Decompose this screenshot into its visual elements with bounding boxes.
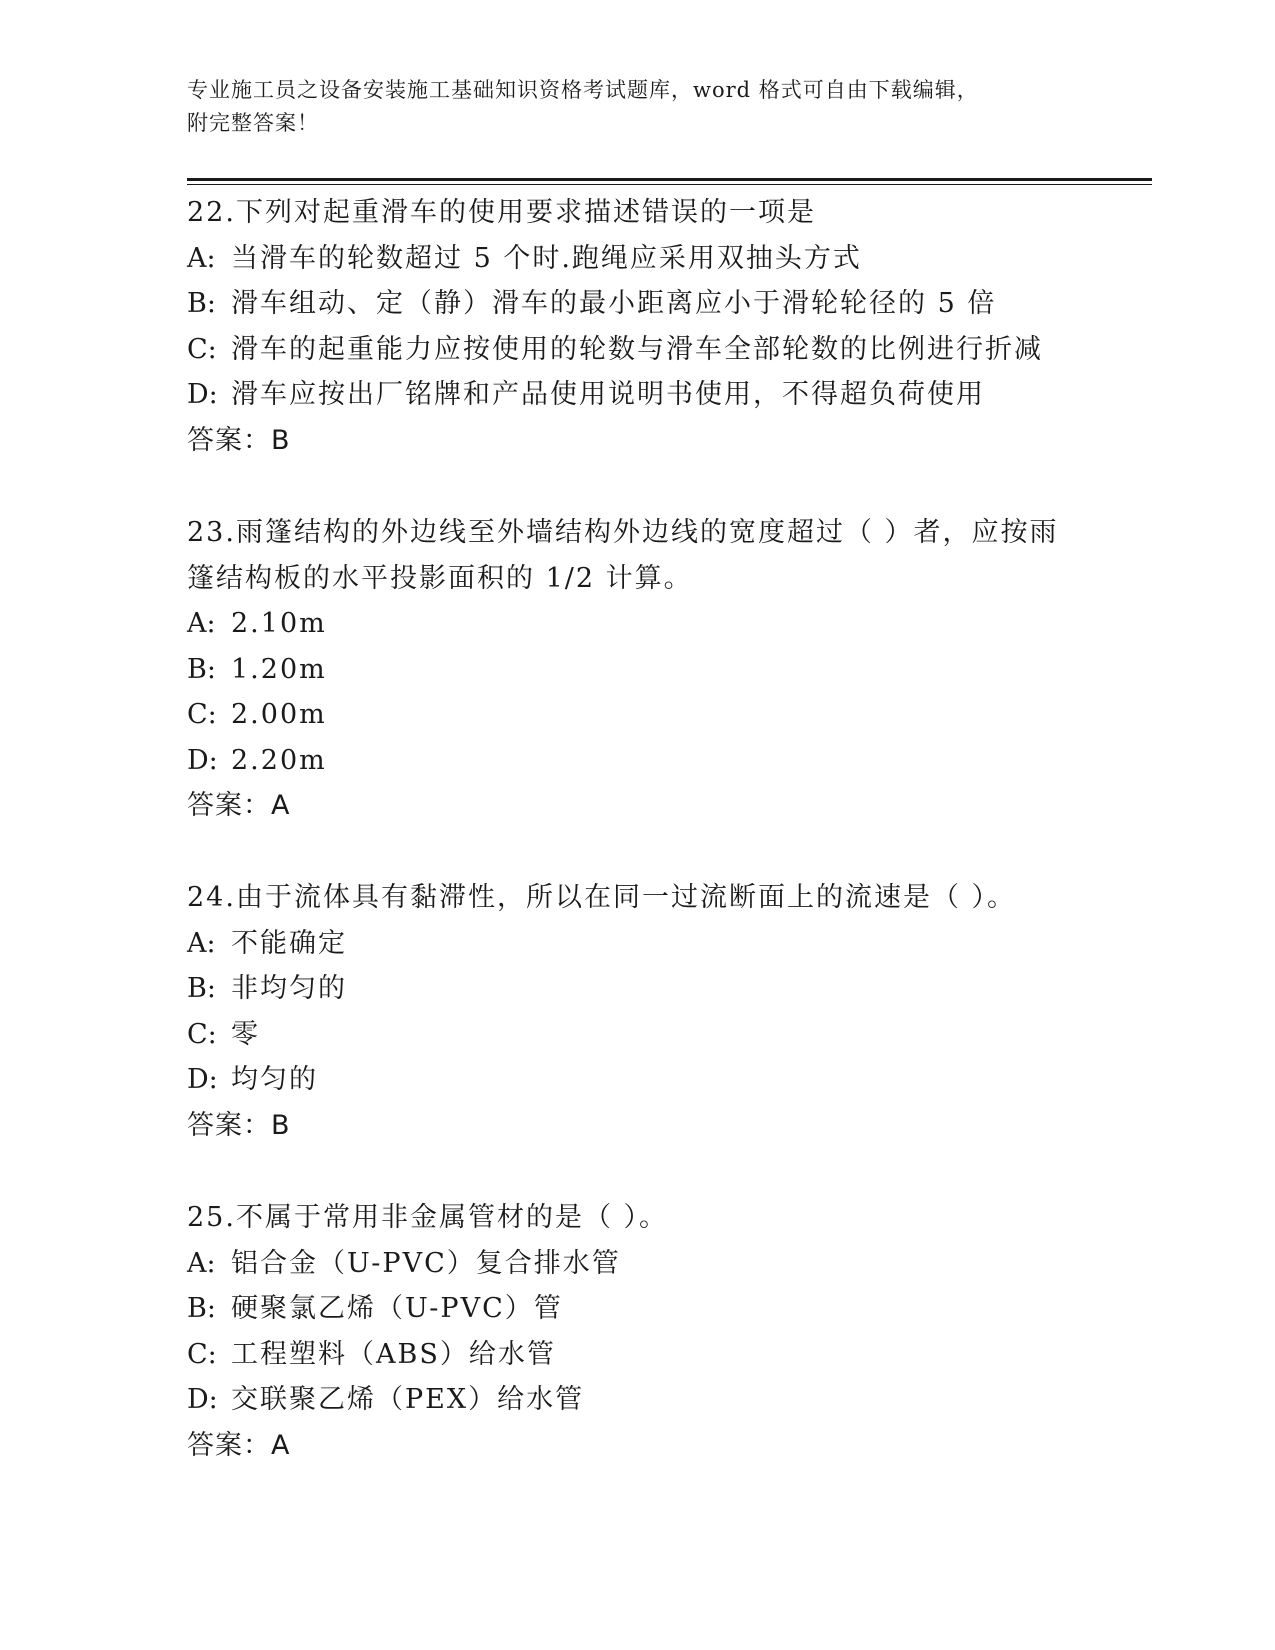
option-letter: D: [187, 744, 218, 776]
option-d [187, 1057, 1087, 1103]
option-text: 2.10m [231, 608, 327, 639]
option-d [187, 1377, 1087, 1423]
question-25 [187, 1195, 1087, 1468]
answer-line: 答案：A [187, 1429, 291, 1461]
option-text: 当滑车的轮数超过 5 个时.跑绳应采用双抽头方式 [231, 242, 862, 274]
header-divider-thick [187, 178, 1152, 181]
option-letter: A: [187, 927, 216, 959]
option-text: 铝合金（U-PVC）复合排水管 [231, 1247, 621, 1279]
option-text: 非均匀的 [231, 973, 347, 1004]
document-header [187, 74, 1067, 140]
option-text: 滑车应按出厂铭牌和产品使用说明书使用，不得超负荷使用 [231, 379, 985, 410]
question-stem: 24.由于流体具有黏滞性，所以在同一过流断面上的流速是（ ）。 [187, 882, 1017, 913]
option-text: 零 [231, 1018, 260, 1050]
question-stem: 22.下列对起重滑车的使用要求描述错误的一项是 [187, 197, 816, 228]
option-a [187, 921, 1087, 967]
option-text: 交联聚乙烯（PEX）给水管 [231, 1384, 585, 1415]
option-letter: C: [187, 1018, 217, 1050]
option-a [187, 1241, 1087, 1287]
option-letter: D: [187, 379, 218, 410]
option-b [187, 1286, 1087, 1332]
question-stem: 25.不属于常用非金属管材的是（ ）。 [187, 1202, 669, 1233]
option-c [187, 1332, 1087, 1378]
answer-line: 答案：B [187, 1109, 291, 1141]
option-a [187, 236, 1087, 282]
option-b [187, 281, 1087, 327]
option-text: 滑车的起重能力应按使用的轮数与滑车全部轮数的比例进行折减 [231, 333, 1043, 365]
option-text: 1.20m [231, 653, 327, 685]
question-24 [187, 875, 1087, 1148]
option-d [187, 372, 1087, 418]
question-23 [187, 510, 1087, 829]
option-b [187, 966, 1087, 1012]
option-c [187, 1012, 1087, 1058]
option-letter: D: [187, 1384, 218, 1415]
answer-line: 答案：B [187, 424, 291, 456]
header-line-1: 专业施工员之设备安装施工基础知识资格考试题库，word 格式可自由下载编辑， [187, 78, 979, 102]
option-b [187, 647, 1087, 693]
option-letter: A: [187, 1247, 216, 1279]
header-divider-thin [187, 184, 1152, 185]
option-c [187, 327, 1087, 373]
option-letter: B: [187, 1293, 216, 1324]
question-22 [187, 190, 1087, 463]
option-text: 硬聚氯乙烯（U-PVC）管 [231, 1293, 563, 1324]
option-text: 滑车组动、定（静）滑车的最小距离应小于滑轮轮径的 5 倍 [231, 288, 997, 319]
option-text: 2.00m [231, 699, 327, 730]
option-letter: B: [187, 288, 216, 319]
option-letter: C: [187, 699, 217, 730]
option-text: 不能确定 [231, 927, 347, 959]
option-letter: B: [187, 973, 216, 1004]
header-line-2: 附完整答案！ [187, 111, 319, 135]
option-letter: A: [187, 242, 216, 274]
option-text: 均匀的 [231, 1064, 318, 1095]
option-letter: C: [187, 1338, 217, 1370]
option-d [187, 738, 1087, 784]
option-letter: A: [187, 608, 216, 639]
answer-line: 答案：A [187, 790, 291, 821]
question-stem-line-1: 23.雨篷结构的外边线至外墙结构外边线的宽度超过（ ）者，应按雨 [187, 517, 1059, 548]
option-letter: D: [187, 1064, 218, 1095]
option-text: 2.20m [231, 744, 327, 776]
option-a [187, 601, 1087, 647]
question-stem-line-2: 篷结构板的水平投影面积的 1/2 计算。 [187, 562, 693, 594]
option-text: 工程塑料（ABS）给水管 [231, 1338, 556, 1370]
option-letter: B: [187, 653, 216, 685]
option-letter: C: [187, 333, 217, 365]
option-c [187, 692, 1087, 738]
